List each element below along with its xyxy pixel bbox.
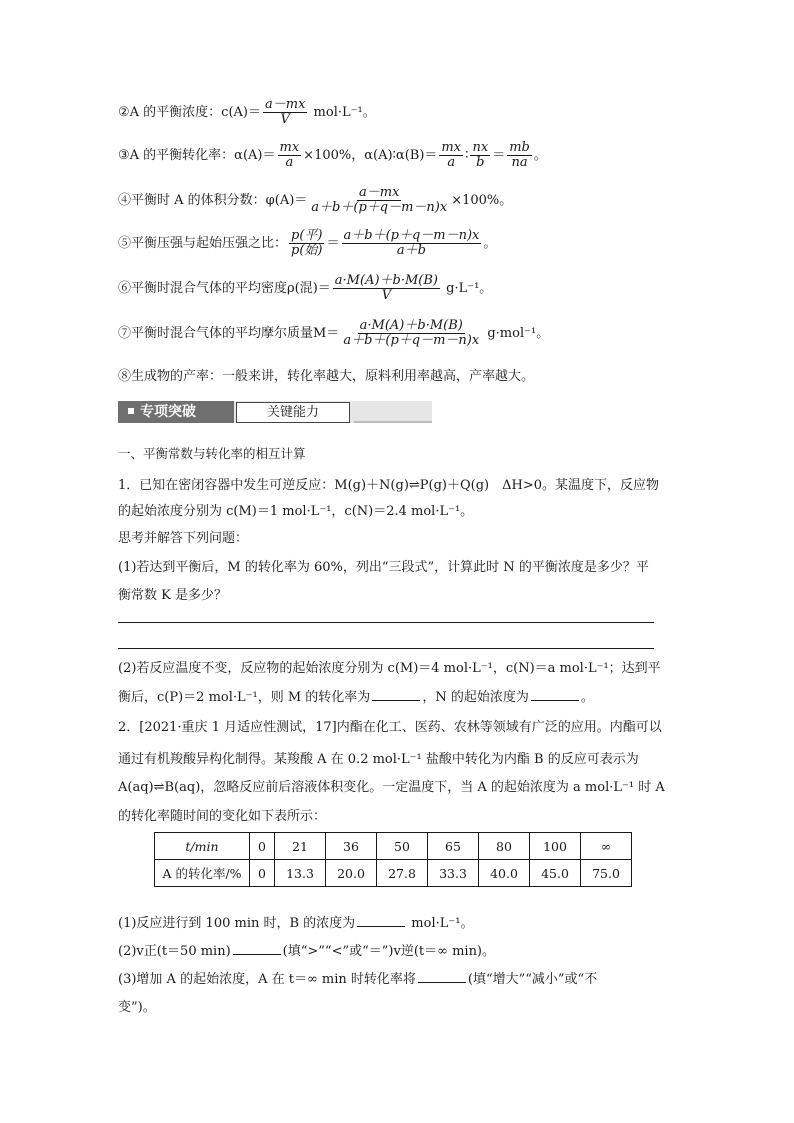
formula-text: ②A 的平衡浓度：c(A)＝ — [118, 105, 261, 120]
fraction-denominator: a — [447, 155, 456, 170]
formula-pressure-ratio — [118, 229, 496, 258]
q1-sub2 — [118, 686, 594, 705]
q1-sub2: (2)若反应温度不变，反应物的起始浓度分别为 c(M)＝4 mol·L⁻¹，c(N)＝a mol·L⁻¹；达到平 — [118, 661, 661, 676]
question-text: (填“增大”“减小”或“不 — [467, 972, 598, 987]
fraction-denominator: p(始) — [291, 243, 323, 258]
answer-line[interactable] — [118, 622, 654, 623]
formula-yield: ⑧生成物的产率：一般来讲，转化率越大，原料利用率越高，产率越大。 — [118, 369, 535, 384]
q1-line: 的起始浓度分别为 c(M)＝1 mol·L⁻¹，c(N)＝2.4 mol·L⁻¹。 — [118, 504, 474, 519]
formula-text: 。 — [483, 236, 497, 251]
table-cell: 40.0 — [479, 860, 530, 887]
fraction-numerator: mx — [279, 140, 300, 155]
table-header-cell: t/min — [155, 833, 250, 860]
formula-text: mol·L⁻¹。 — [309, 105, 376, 120]
formula-text: ×100%。 — [451, 193, 513, 208]
answer-blank[interactable] — [233, 942, 281, 955]
question-text: (3)增加 A 的起始浓度，A 在 t＝∞ min 时转化率将 — [118, 972, 416, 987]
table-cell: 80 — [479, 833, 530, 860]
fraction-denominator: a — [285, 155, 294, 170]
formula-average-density — [118, 274, 492, 303]
fraction-numerator: mb — [509, 140, 530, 155]
fraction-numerator: a－mx — [359, 185, 400, 200]
table-cell: 20.0 — [326, 860, 377, 887]
question-text: 衡后，c(P)＝2 mol·L⁻¹，则 M 的转化率为 — [118, 690, 371, 705]
q2-line: 的转化率随时间的变化如下表所示： — [118, 809, 327, 824]
formula-equilibrium-concentration — [118, 98, 376, 127]
formula-text: ×100%，α(A)∶α(B)＝ — [303, 148, 438, 163]
answer-blank[interactable] — [372, 688, 420, 701]
fraction-denominator: V — [381, 288, 392, 303]
fraction — [507, 141, 532, 170]
question-text: (2)v正(t＝50 min) — [118, 944, 231, 959]
table-cell: 33.3 — [428, 860, 479, 887]
formula-text: g·L⁻¹。 — [442, 281, 493, 296]
table-cell: 45.0 — [530, 860, 581, 887]
q1-sub1: 衡常数 K 是多少？ — [118, 588, 227, 603]
fraction — [341, 319, 481, 348]
formula-text: ＝ — [492, 148, 506, 163]
fraction — [470, 141, 490, 170]
banner-title — [118, 401, 234, 423]
table-cell: 0 — [250, 833, 275, 860]
formula-text: ＝ — [326, 236, 340, 251]
q2-sub3 — [118, 968, 597, 987]
question-text: ，N 的起始浓度为 — [422, 690, 529, 705]
formula-text: ⑦平衡时混合气体的平均摩尔质量M＝ — [118, 326, 340, 341]
table-row — [155, 833, 632, 860]
section-banner — [118, 401, 432, 423]
fraction-denominator: V — [280, 112, 290, 127]
formula-text: ⑤平衡压强与起始压强之比： — [118, 236, 288, 251]
fraction-numerator: a·M(A)＋b·M(B) — [359, 318, 463, 333]
fraction-numerator: a＋b＋(p＋q－m－n)x — [343, 228, 480, 243]
q1-line: 思考并解答下列问题： — [118, 531, 249, 546]
fraction-denominator: a＋b — [396, 243, 426, 258]
fraction — [439, 141, 463, 170]
banner-underline — [354, 421, 432, 423]
table-cell: ∞ — [581, 833, 632, 860]
table-cell: 13.3 — [275, 860, 326, 887]
table-cell: 27.8 — [377, 860, 428, 887]
table-cell: 36 — [326, 833, 377, 860]
formula-text: ∶ — [465, 148, 469, 163]
q2-sub2 — [118, 940, 495, 959]
formula-text: ④平衡时 A 的体积分数：φ(A)＝ — [118, 193, 308, 208]
question-text: 。 — [580, 690, 594, 705]
table-cell: 0 — [250, 860, 275, 887]
q2-line: 通过有机羧酸异构化制得。某羧酸 A 在 0.2 mol·L⁻¹ 盐酸中转化为内酯 B 的反应可表示为 — [118, 752, 639, 767]
question-text: mol·L⁻¹。 — [407, 916, 474, 931]
fraction-numerator: a－mx — [265, 97, 306, 112]
fraction — [333, 274, 440, 303]
answer-line[interactable] — [118, 648, 654, 649]
table-cell: 65 — [428, 833, 479, 860]
formula-text: ⑥平衡时混合气体的平均密度ρ(混)＝ — [118, 281, 331, 296]
section-heading: 一、平衡常数与转化率的相互计算 — [118, 446, 306, 461]
q1-line: 1．已知在密闭容器中发生可逆反应：M(g)＋N(g)⇌P(g)＋Q(g) ΔH>0。某温度下，反应物 — [118, 478, 660, 493]
fraction-numerator: mx — [441, 140, 462, 155]
fraction — [278, 141, 302, 170]
fraction — [342, 229, 482, 258]
square-icon — [128, 408, 134, 414]
formula-text: g·mol⁻¹。 — [483, 326, 550, 341]
banner-title-text: 专项突破 — [140, 404, 196, 420]
table-cell: 50 — [377, 833, 428, 860]
q1-sub1: (1)若达到平衡后，M 的转化率为 60%，列出“三段式”，计算此时 N 的平衡浓度是多少？平 — [118, 560, 649, 575]
table-cell: 21 — [275, 833, 326, 860]
table-row — [155, 860, 632, 887]
formula-volume-fraction — [118, 186, 512, 215]
fraction — [263, 98, 307, 127]
formula-average-molar-mass — [118, 319, 549, 348]
q2-line: A(aq)⇌B(aq)，忽略反应前后溶液体积变化。一定温度下，当 A 的起始浓度为 a mol·L⁻¹ 时 A — [118, 780, 665, 795]
formula-conversion-rate — [118, 141, 547, 170]
fraction-numerator: p(平) — [291, 228, 323, 243]
fraction-denominator: a＋b＋(p＋q－m－n)x — [311, 200, 448, 215]
fraction-denominator: na — [511, 155, 528, 170]
q2-line: 2．[2021·重庆 1 月适应性测试，17]内酯在化工、医药、农林等领域有广泛的应用。内酯可以 — [118, 720, 662, 735]
fraction-numerator: a·M(A)＋b·M(B) — [334, 273, 438, 288]
conversion-table — [154, 832, 632, 887]
table-cell: 75.0 — [581, 860, 632, 887]
question-text: (1)反应进行到 100 min 时，B 的浓度为 — [118, 916, 356, 931]
fraction-denominator: b — [476, 155, 485, 170]
question-text: (填“>”“<”或“＝”)v逆(t＝∞ min)。 — [282, 944, 496, 959]
fraction-denominator: a＋b＋(p＋q－m－n)x — [343, 333, 480, 348]
table-cell: 100 — [530, 833, 581, 860]
answer-blank[interactable] — [418, 970, 466, 983]
fraction-numerator: nx — [472, 140, 489, 155]
table-header-cell: A 的转化率/% — [155, 860, 250, 887]
answer-blank[interactable] — [531, 688, 579, 701]
fraction — [289, 229, 324, 258]
banner-tag: 关键能力 — [236, 402, 350, 423]
formula-text: ③A 的平衡转化率：α(A)＝ — [118, 148, 276, 163]
formula-text: 。 — [533, 148, 547, 163]
answer-blank[interactable] — [357, 914, 405, 927]
fraction — [309, 186, 449, 215]
q2-sub1 — [118, 912, 473, 931]
q2-sub3: 变”)。 — [118, 1000, 156, 1015]
